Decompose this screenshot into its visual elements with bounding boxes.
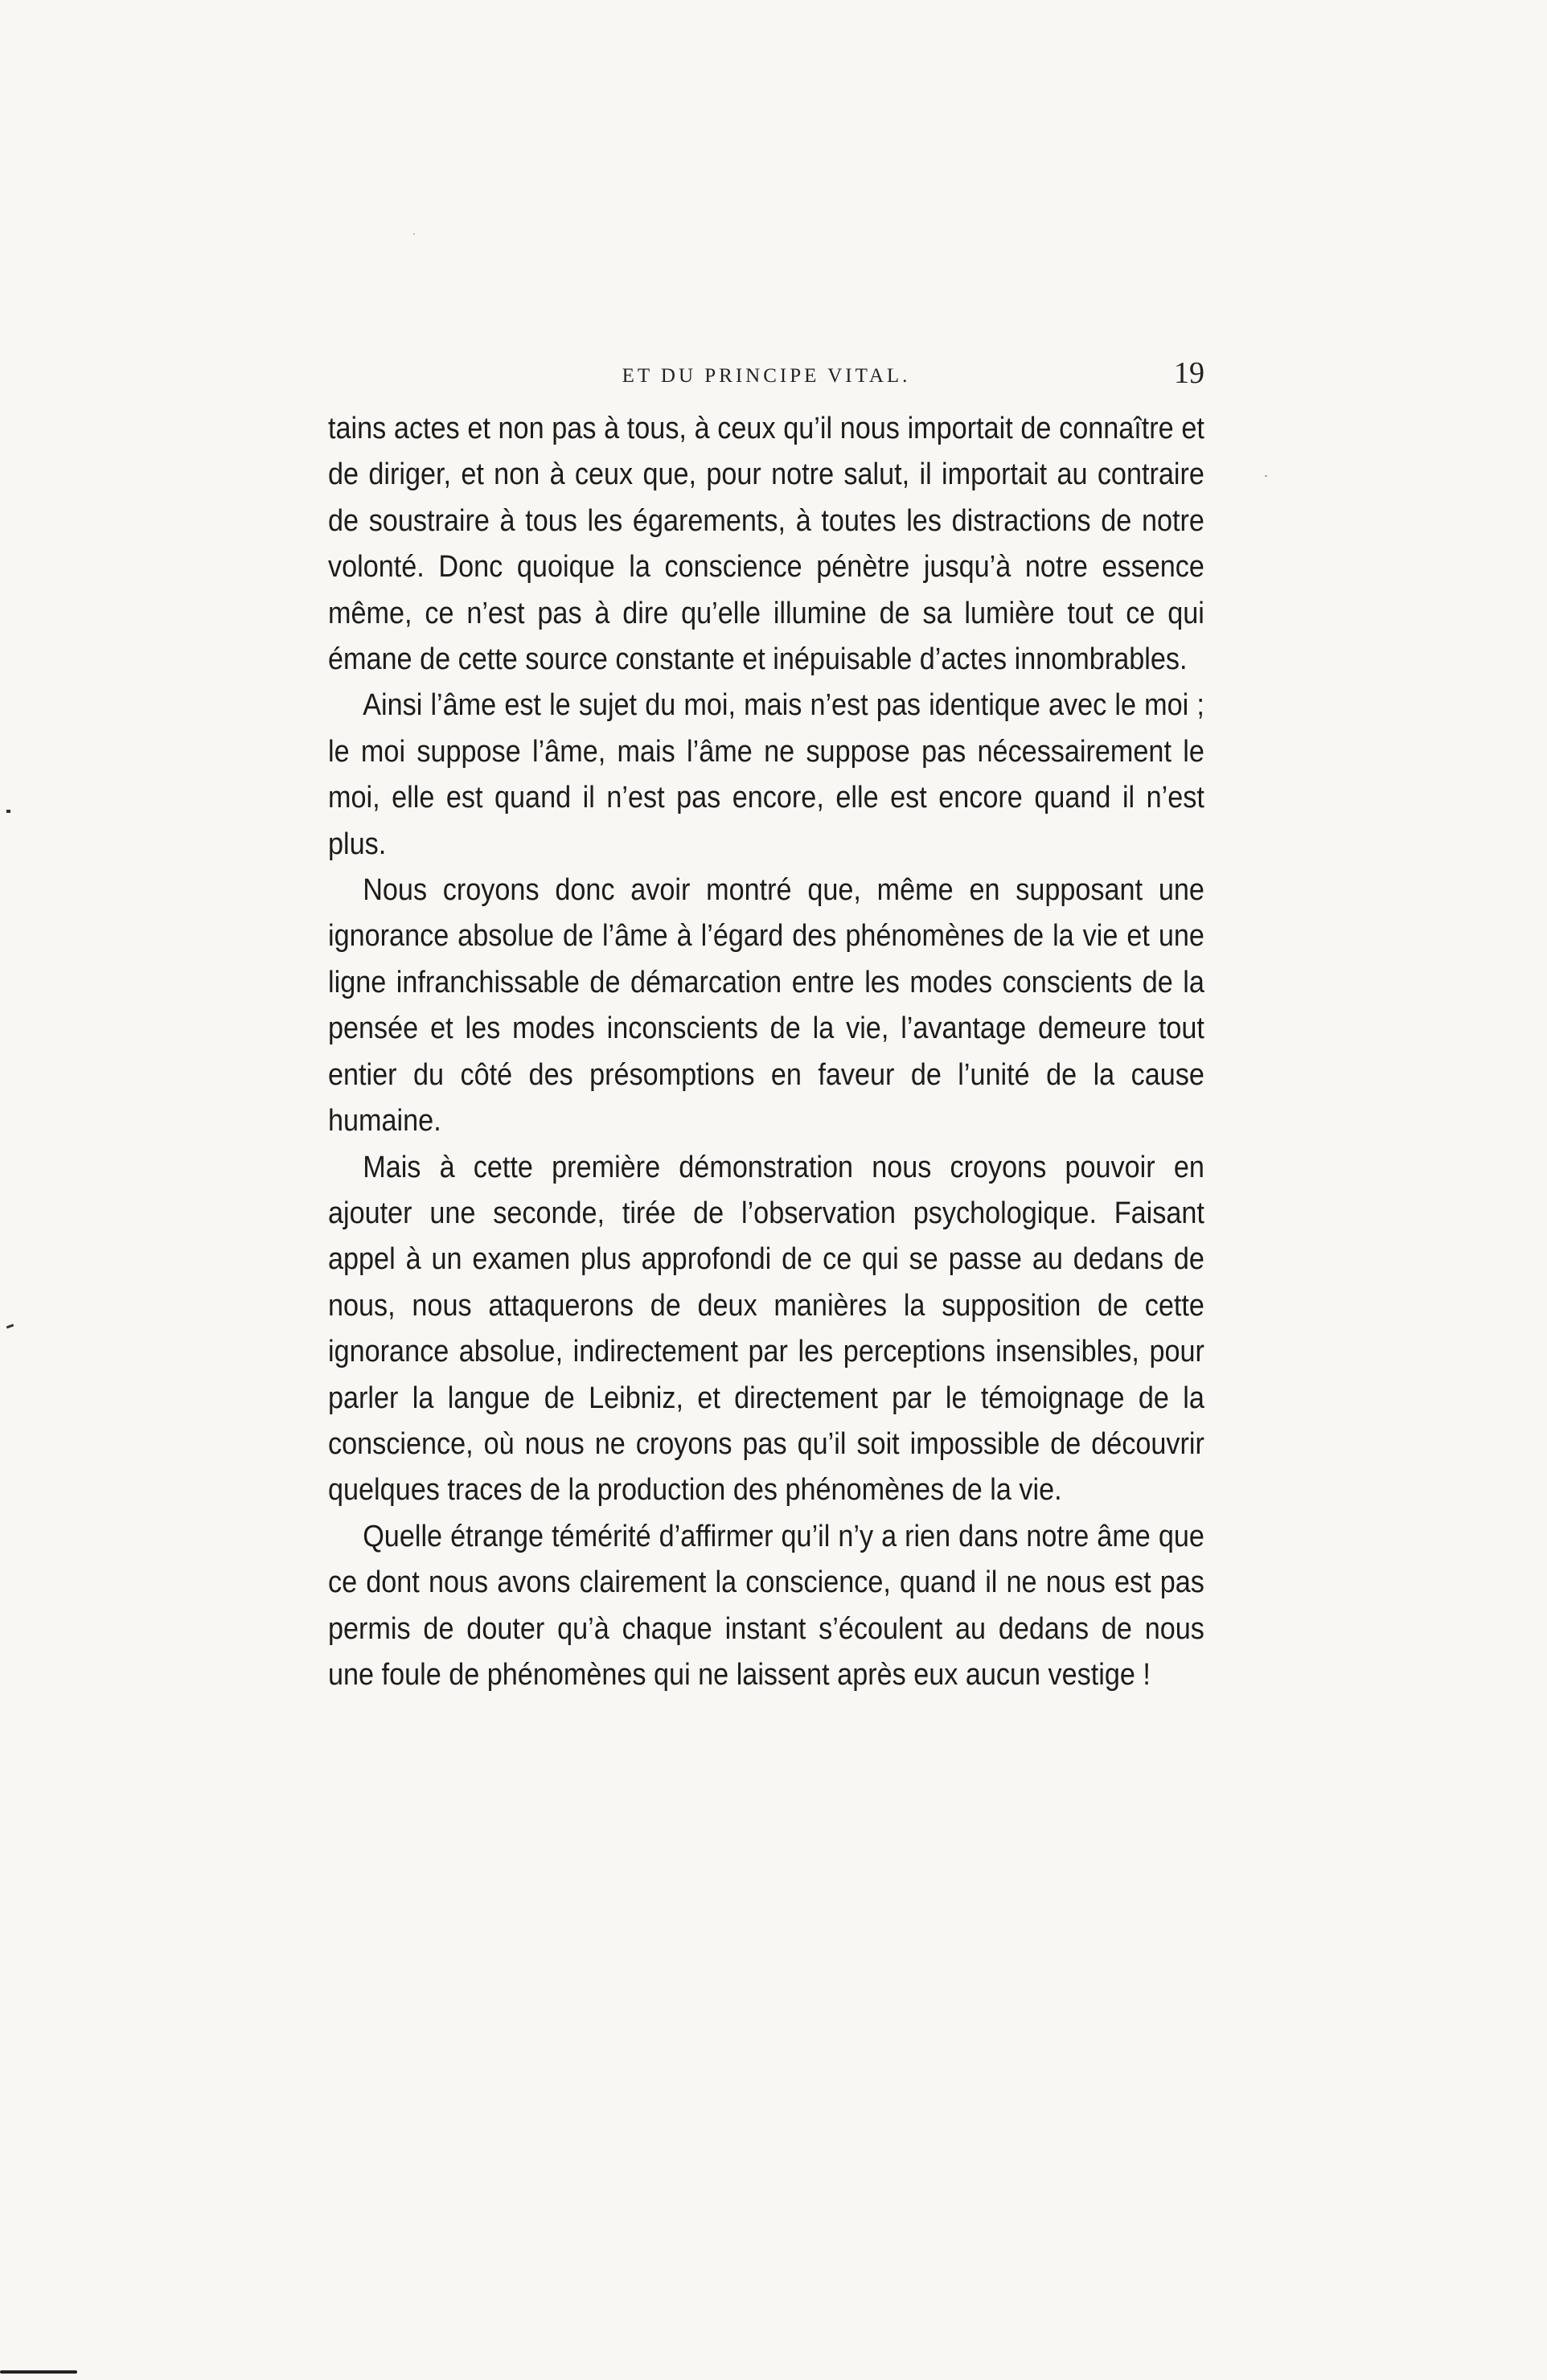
body-text (328, 406, 1204, 1698)
paragraph-2: Ainsi l’âme est le sujet du moi, mais n’est pas identique avec le moi ; le moi suppose l’âme, mais l’âme ne suppose pas nécessairement le moi, elle est quand il n’est pas encore, elle est encore quand il n’est plus. (328, 688, 1204, 861)
paragraph-4: Mais à cette première démonstration nous croyons pouvoir en ajouter une seconde, tirée de l’observation psychologique. Faisant appel à un examen plus approfondi de ce qui se passe au dedans de nous, nous attaquerons de deux manières la supposition de cette ignorance absolue, indirectement par les perceptions insensibles, pour parler la langue de Leibniz, et directement par le témoignage de la conscience, où nous ne croyons pas qu’il soit impossible de découvrir quelques traces de la production des phénomènes de la vie. (328, 1150, 1204, 1508)
paragraph-3: Nous croyons donc avoir montré que, même en supposant une ignorance absolue de l’âme à l’égard des phénomènes de la vie et une ligne infranchissable de démarcation entre les modes conscients de la pensée et les modes inconscients de la vie, l’avantage demeure tout entier du côté des présomptions en faveur de l’unité de la cause humaine. (328, 873, 1204, 1139)
margin-speck (6, 1324, 14, 1329)
paper-speck (1265, 475, 1267, 477)
paragraph-5: Quelle étrange témérité d’affirmer qu’il n’y a rien dans notre âme que ce dont nous avons clairement la conscience, quand il ne nous est pas permis de douter qu’à chaque instant s’écoulent au dedans de nous une foule de phénomènes qui ne laissent après eux aucun vestige ! (328, 1519, 1204, 1692)
running-head-title: ET DU PRINCIPE VITAL. (622, 365, 911, 387)
margin-speck (6, 810, 10, 813)
page-number: 19 (1174, 356, 1204, 390)
paragraph-1: tains actes et non pas à tous, à ceux qu’il nous importait de connaître et de diriger, et non à ceux que, pour notre salut, il importait au contraire de soustraire à tous les égarements, à toutes les distractions de notre volonté. Donc quoique la conscience pénètre jusqu’à notre essence même, ce n’est pas à dire qu’elle illumine de sa lumière tout ce qui émane de cette source constante et inépuisable d’actes innombrables. (328, 412, 1204, 677)
paper-speck (413, 233, 415, 235)
corner-mark (0, 2370, 77, 2374)
running-head (328, 356, 1204, 392)
